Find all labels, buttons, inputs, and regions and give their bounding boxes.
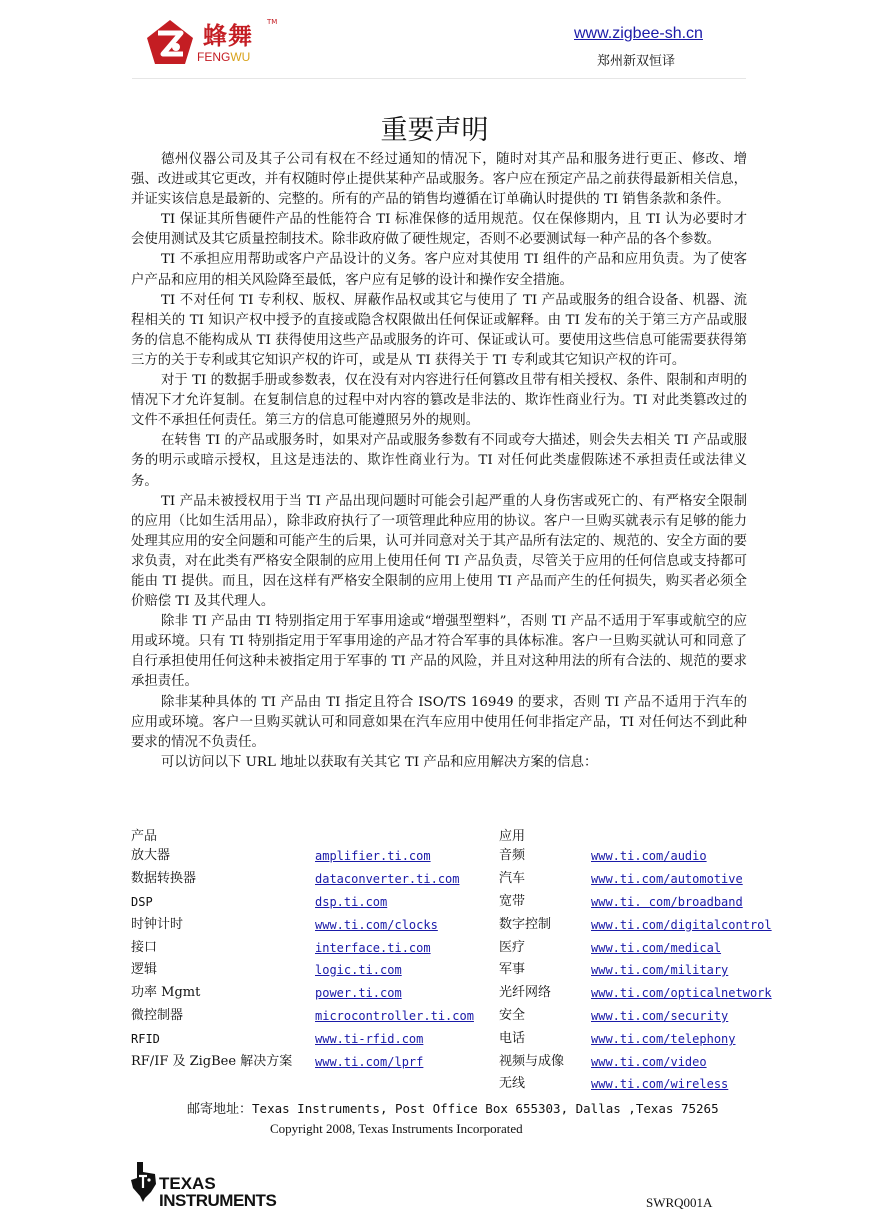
application-name: 安全 <box>499 1008 526 1023</box>
product-link[interactable]: www.ti.com/lprf <box>315 1055 424 1069</box>
logo-subtitle <box>197 50 250 64</box>
paragraph: 除非 TI 产品由 TI 特别指定用于军事用途或“增强型塑料”，否则 TI 产品不适用于军事或航空的应用或环境。只有 TI 特别指定用于军事用途的产品才符合军事的具体标准。客户一旦购买就认可和同意了自行承担使用任何这种未被指定用于军事的 TI 产品的风险，并且对这种用法的所有合法的、规范的要求承担责任。 <box>131 614 747 690</box>
application-link[interactable]: www.ti.com/opticalnetwork <box>591 986 772 1000</box>
application-name: 医疗 <box>499 940 526 955</box>
translator-credit: 郑州新双恒译 <box>597 54 676 69</box>
application-link[interactable]: www.ti.com/automotive <box>591 872 743 886</box>
logo-brand-text: 蜂舞 <box>203 21 253 50</box>
product-name: RF/IF 及 ZigBee 解决方案 <box>131 1054 293 1069</box>
application-name: 无线 <box>499 1076 526 1091</box>
texas-state-icon <box>131 1162 157 1202</box>
application-link[interactable]: www.ti.com/wireless <box>591 1077 729 1091</box>
paragraph: TI 不承担应用帮助或客户产品设计的义务。客户应对其使用 TI 组件的产品和应用负责。为了使客户产品和应用的相关风险降至最低，客户应有足够的设计和操作安全措施。 <box>131 252 747 288</box>
application-link[interactable]: www.ti.com/digitalcontrol <box>591 918 772 932</box>
application-link[interactable]: www.ti.com/medical <box>591 941 722 955</box>
application-name: 音频 <box>499 848 526 863</box>
application-link[interactable]: www.ti.com/video <box>591 1055 707 1069</box>
paragraph: TI 保证其所售硬件产品的性能符合 TI 标准保修的适用规范。仅在保修期内，且 TI 认为必要时才会使用测试及其它质量控制技术。除非政府做了硬性规定，否则不必要测试每一种产品的各个参数。 <box>131 212 747 248</box>
paragraph: 可以访问以下 URL 地址以获取有关其它 TI 产品和应用解决方案的信息： <box>161 754 598 770</box>
product-link[interactable]: logic.ti.com <box>315 963 402 977</box>
application-name: 汽车 <box>499 871 526 886</box>
application-link[interactable]: www.ti.com/security <box>591 1009 729 1023</box>
product-link[interactable]: dsp.ti.com <box>315 895 388 909</box>
paragraph: 在转售 TI 的产品或服务时，如果对产品或服务参数有不同或夸大描述，则会失去相关 TI 产品或服务的明示或暗示授权，且这是违法的、欺诈性商业行为。TI 对任何此类虚假陈述不承担责任或法律义务。 <box>131 433 747 489</box>
address-value: Texas Instruments, Post Office Box 655303, Dallas ,Texas 75265 <box>252 1101 719 1116</box>
application-link[interactable]: www.ti.com/telephony <box>591 1032 736 1046</box>
product-link[interactable]: power.ti.com <box>315 986 402 1000</box>
product-name: 逻辑 <box>131 962 158 977</box>
paragraph: TI 不对任何 TI 专利权、版权、屏蔽作品权或其它与使用了 TI 产品或服务的组合设备、机器、流程相关的 TI 知识产权中授予的直接或隐含权限做出任何保证或解释。由 TI 发布的关于第三方产品或服务的信息不能构成从 TI 获得使用这些产品或服务的许可、保证或认可。要使用这些信息可能需要获得第三方的关于专利或其它知识产权的许可，或是从 TI 获得关于 TI 专利或其它知识产权的许可。 <box>131 292 747 368</box>
paragraph: 对于 TI 的数据手册或参数表，仅在没有对内容进行任何篡改且带有相关授权、条件、限制和声明的情况下才允许复制。在复制信息的过程中对内容的篡改是非法的、欺诈性商业行为。TI 对此类篡改过的文件不承担任何责任。第三方的信息可能遵照另外的规则。 <box>131 373 747 429</box>
logo-subtitle-left: FENG <box>197 50 231 64</box>
product-link[interactable]: amplifier.ti.com <box>315 849 431 863</box>
fengwu-logo <box>145 18 285 66</box>
product-name: 功率 Mgmt <box>131 985 201 1000</box>
logo-subtitle-right: WU <box>230 50 251 64</box>
application-name: 军事 <box>499 962 526 977</box>
paragraph: TI 产品未被授权用于当 TI 产品出现问题时可能会引起严重的人身伤害或死亡的、有严格安全限制的应用（比如生活用品），除非政府执行了一项管理此种应用的协议。客户一旦购买就表示有足够的能力处理其应用的安全问题和可能产生的后果，认可并同意对关于其产品所有法定的、规范的、安全方面的要求负责，对在此类有严格安全限制的应用上使用任何 TI 产品负责，尽管关于应用的任何信息或支持都可能由 TI 提供。而且，因在这样有严格安全限制的应用上使用 TI 产品而产生的任何损失，购买者必须全价赔偿 TI 及其代理人。 <box>131 493 747 610</box>
application-name: 数字控制 <box>499 917 552 932</box>
product-link[interactable]: www.ti.com/clocks <box>315 918 438 932</box>
page-header <box>0 0 869 80</box>
product-name: 放大器 <box>131 848 171 863</box>
product-name: 微控制器 <box>131 1008 184 1023</box>
ti-logo-word-instruments: INSTRUMENTS <box>159 1191 277 1210</box>
products-column-header: 产品 <box>131 829 158 844</box>
product-name: 接口 <box>131 940 158 955</box>
logo-trademark: TM <box>267 18 278 26</box>
document-code: SWRQ001A <box>646 1195 713 1210</box>
product-name: 数据转换器 <box>131 871 197 886</box>
product-name: 时钟计时 <box>131 917 184 932</box>
application-name: 电话 <box>499 1031 526 1046</box>
page-title: 重要声明 <box>380 115 489 146</box>
product-name: DSP <box>131 895 153 909</box>
application-link[interactable]: www.ti. com/broadband <box>591 895 743 909</box>
application-link[interactable]: www.ti.com/audio <box>591 849 707 863</box>
fengwu-logo-icon <box>145 18 195 66</box>
product-link[interactable]: microcontroller.ti.com <box>315 1009 474 1023</box>
application-name: 光纤网络 <box>499 985 552 1000</box>
applications-column-header: 应用 <box>499 829 526 844</box>
application-name: 宽带 <box>499 894 526 909</box>
product-link[interactable]: www.ti-rfid.com <box>315 1032 424 1046</box>
address-label: 邮寄地址： <box>187 1102 253 1117</box>
application-link[interactable]: www.ti.com/military <box>591 963 729 977</box>
product-link[interactable]: dataconverter.ti.com <box>315 872 460 886</box>
header-divider <box>132 78 746 79</box>
paragraph: 德州仪器公司及其子公司有权在不经过通知的情况下，随时对其产品和服务进行更正、修改、增强、改进或其它更改，并有权随时停止提供某种产品或服务。客户应在预定产品之前获得最新相关信息，并证实该信息是最新的、完整的。所有的产品的销售均遵循在订单确认时提供的 TI 销售条款和条件。 <box>131 152 747 208</box>
product-name: RFID <box>131 1032 160 1046</box>
notice-body <box>131 150 747 773</box>
mailing-address <box>187 1098 719 1117</box>
copyright-notice: Copyright 2008, Texas Instruments Incorporated <box>270 1121 523 1136</box>
paragraph: 除非某种具体的 TI 产品由 TI 指定且符合 ISO/TS 16949 的要求，否则 TI 产品不适用于汽车的应用或环境。客户一旦购买就认可和同意如果在汽车应用中使用任何非指定产品，TI 对任何达不到此种要求的情况不负责任。 <box>131 694 747 750</box>
site-url-link[interactable]: www.zigbee-sh.cn <box>574 25 703 42</box>
ti-logo-word-texas: TEXAS <box>159 1174 216 1193</box>
texas-instruments-logo <box>131 1160 277 1212</box>
product-link[interactable]: interface.ti.com <box>315 941 431 955</box>
application-name: 视频与成像 <box>499 1054 565 1069</box>
